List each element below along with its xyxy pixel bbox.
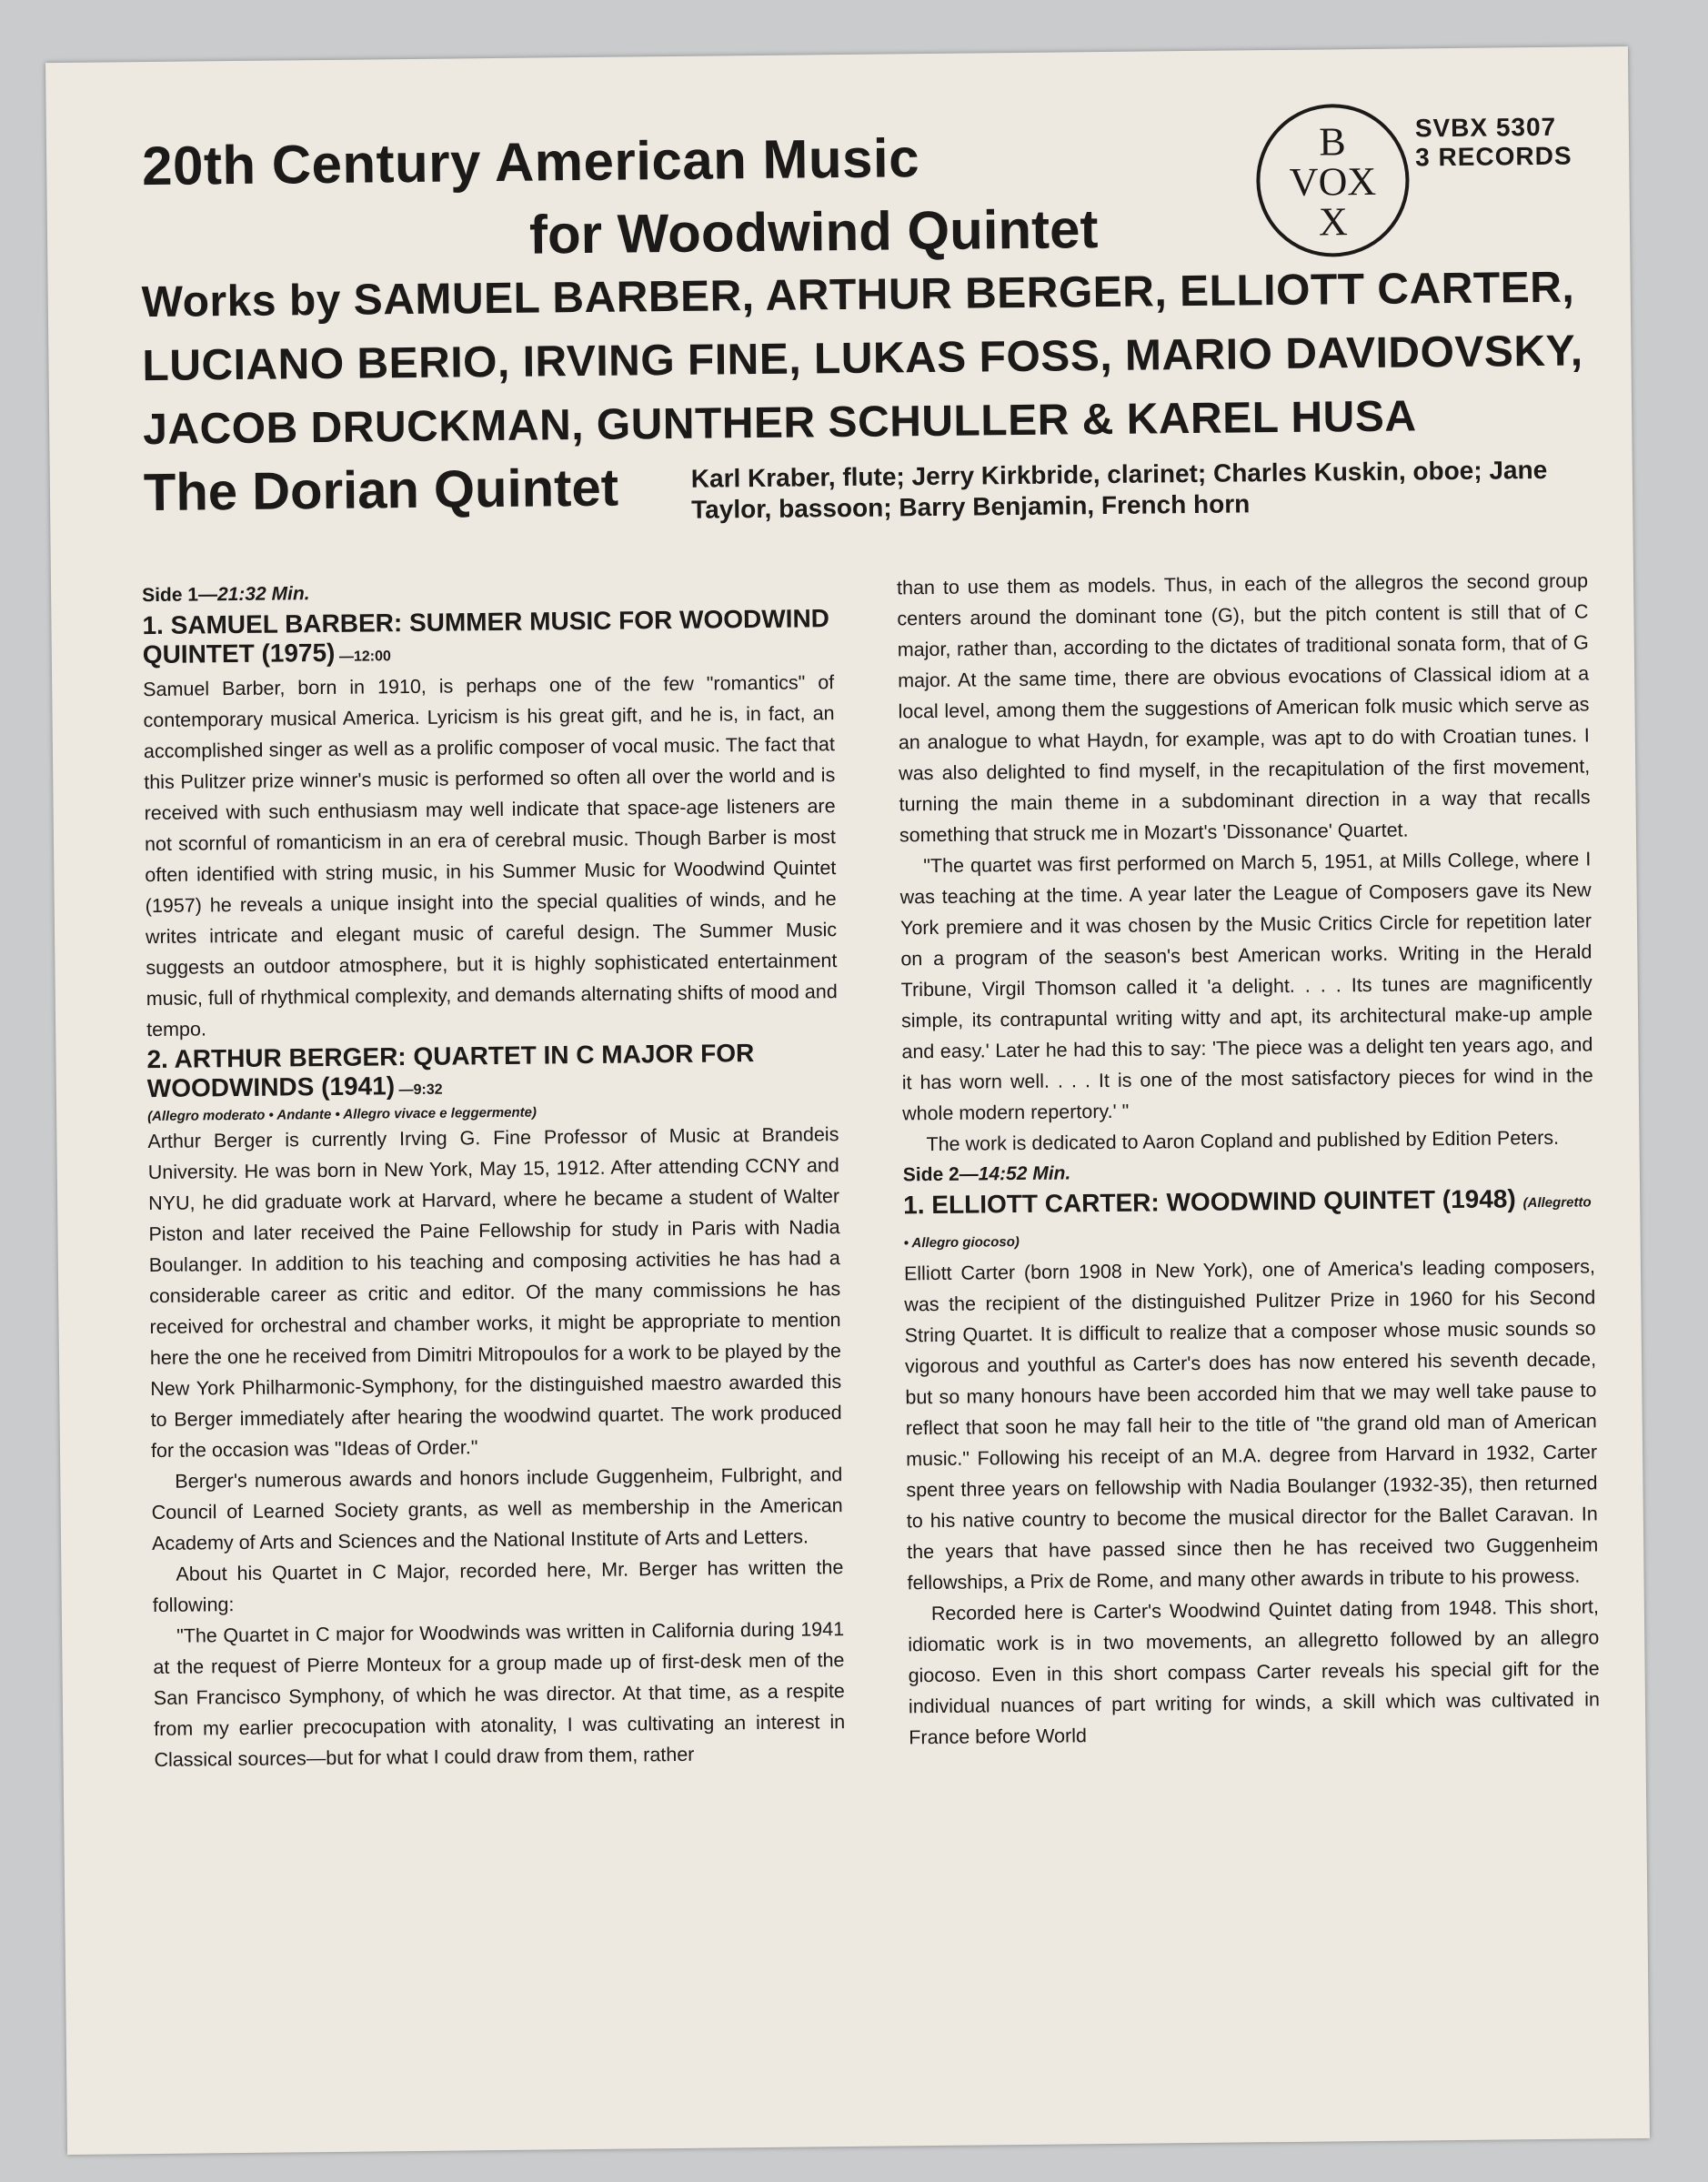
logo-top-letter: B <box>1319 119 1346 165</box>
record-count: 3 RECORDS <box>1415 141 1572 172</box>
right-column <box>897 565 1601 1753</box>
berger-paragraph-7: The work is dedicated to Aaron Copland and published by Edition Peters. <box>926 1126 1560 1156</box>
side1-time: 21:32 Min. <box>216 583 310 606</box>
logo-middle-word: VOX <box>1289 158 1377 205</box>
album-title-line1: 20th Century American Music <box>141 127 920 197</box>
berger-paragraph-4: "The Quartet in C major for Woodwinds was written in California during 1941 at the request of Pierre Monteux for a group made up of first-desk men of the San Francisco Symphony, of which he was director. At that time, as a respite from my earlier precocupation with atonality, I was cultivating an interest in Classical sources—but for what I could draw from them, rather <box>153 1618 846 1772</box>
barber-heading: 1. SAMUEL BARBER: SUMMER MUSIC FOR WOODWIND QUINTET (1975) —12:00 <box>142 604 830 669</box>
berger-paragraph-3: About his Quartet in C Major, recorded here, Mr. Berger has written the following: <box>152 1556 844 1617</box>
berger-paragraph-1: Arthur Berger is currently Irving G. Fine Professor of Music at Brandeis University. He was born in New York, May 15, 1912. After attending CCNY and NYU, he did graduate work at Harvard, where he became a student of Walter Piston and later received the Paine Fellowship for study in Paris with Nadia Boulanger. In addition to his teaching and composing activities he has had a considerable career as critic and editor. Of the many commissions he has received for orchestral and chamber works, it might be appropriate to mention here the one he received from Dimitri Mitropoulos for a work to be played by the New York Philharmonic-Symphony, for the distinguished maestro awarded this to Berger immediately after hearing the woodwind quartet. The work produced for the occasion was "Ideas of Order." <box>147 1123 842 1463</box>
album-title-line2: for Woodwind Quintet <box>528 198 1099 266</box>
composers-list: Works by SAMUEL BARBER, ARTHUR BERGER, ELLIOTT CARTER, LUCIANO BERIO, IRVING FINE, LUKAS FOSS, MARIO DAVIDOVSKY, JACOB DRUCKMAN, GUNTHER SCHULLER & KAREL HUSA <box>141 263 1583 455</box>
carter-heading: 1. ELLIOTT CARTER: WOODWIND QUINTET (1948) (Allegretto • Allegro giocoso) <box>903 1184 1592 1252</box>
carter-movements: (Allegretto • Allegro giocoso) <box>903 1194 1592 1252</box>
barber-body: Samuel Barber, born in 1910, is perhaps one of the few "romantics" of contemporary musical America. Lyricism is his great gift, and he is, in fact, an accomplished singer as well as a prolific composer of vocal music. The fact that this Pulitzer prize winner's music is performed so often all over the world and is received with such enthusiasm may well indicate that space-age listeners are not scornful of romanticism in an era of cerebral music. Though Barber is most often identified with string music, in his Summer Music for Woodwind Quintet (1957) he reveals a unique insight into the special qualities of winds, and he writes intricate and elegant music of careful design. The Summer Music suggests an outdoor atmosphere, but it is highly sophisticated entertainment music, full of rhythmical complexity, and demands alternating shifts of mood and tempo. <box>143 671 838 1041</box>
berger-duration: —9:32 <box>395 1081 443 1099</box>
ensemble-name: The Dorian Quintet <box>143 458 619 523</box>
berger-heading: 2. ARTHUR BERGER: QUARTET IN C MAJOR FOR WOODWINDS (1941) —9:32 <box>146 1039 755 1103</box>
carter-paragraph-1: Elliott Carter (born 1908 in New York), one of America's leading composers, was the recipient of the distinguished Pulitzer Prize in 1960 for his Second String Quartet. It is difficult to realize that a composer whose music sounds so vigorous and youthful as Carter's does has now entered his seventh decade, but so many honours have been accorded him that we may well take pause to reflect that soon he may fall heir to the title of "the grand old man of American music." Following his receipt of an M.A. degree from Harvard in 1932, Carter spent three years on fellowship with Nadia Boulanger (1932-35), then returned to his native country to become the musical director for the Ballet Caravan. In the years that have passed since then he has received two Guggenheim fellowships, a Prix de Rome, and many other awards in tribute to his prowess. <box>903 1255 1599 1594</box>
side1-label: Side 1—21:32 Min. <box>142 583 310 607</box>
berger-paragraph-6: "The quartet was first performed on March 5, 1951, at Mills College, where I was teaching at the time. A year later the League of Composers gave its New York premiere and it was chosen by the Music Critics Circle for repetition later on a program of the season's best American works. Writing in the Herald Tribune, Virgil Thomson called it 'a delight. . . . Its tunes are magnificently simple, its contrapuntal writing witty and apt, its architectural make-up ample and easy.' Later he had this to say: 'The piece was a delight ten years ago, and it has worn well. . . . It is one of the most satisfactory pieces for wind in the whole modern repertory.' " <box>899 848 1593 1125</box>
side2-label: Side 2—14:52 Min. <box>902 1162 1071 1186</box>
berger-movements: (Allegro moderato • Andante • Allegro vivace e leggermente) <box>147 1104 538 1125</box>
catalog-info <box>1415 113 1572 173</box>
logo-bottom-letter: X <box>1318 199 1349 245</box>
vox-box-logo <box>1256 103 1411 257</box>
ensemble-players: Karl Kraber, flute; Jerry Kirkbride, clarinet; Charles Kuskin, oboe; Jane Taylor, bassoon; Barry Benjamin, French horn <box>690 455 1548 524</box>
catalog-number: SVBX 5307 <box>1414 112 1557 143</box>
berger-paragraph-2: Berger's numerous awards and honors include Guggenheim, Fulbright, and Council of Learned Society grants, as well as membership in the American Academy of Arts and Sciences and the National Institute of Arts and Letters. <box>151 1463 843 1555</box>
liner-notes-sheet <box>45 46 1650 2155</box>
berger-paragraph-5: than to use them as models. Thus, in each of the allegros the second group centers around the dominant tone (G), but the pitch content is still that of C major, rather than, according to the dictates of traditional sonata form, that of G major. At the same time, there are obvious evocations of Classical idiom at a local level, among them the suggestions of American folk music which serve as an analogue to what Haydn, for example, was apt to do with Croatian tunes. I was also delighted to find myself, in the recapitulation of the first movement, turning the main theme in a subdominant direction in a way that recalls something that struck me in Mozart's 'Dissonance' Quartet. <box>896 569 1591 847</box>
carter-paragraph-2: Recorded here is Carter's Woodwind Quintet dating from 1948. This short, idiomatic work is in two movements, an allegretto followed by an allegro giocoso. Even in this short compass Carter reveals his special gift for the individual nuances of part writing for winds, a skill which was cultivated in France before World <box>908 1595 1601 1749</box>
left-column <box>142 573 846 1775</box>
barber-duration: —12:00 <box>335 649 391 665</box>
side2-time: 14:52 Min. <box>978 1162 1071 1185</box>
